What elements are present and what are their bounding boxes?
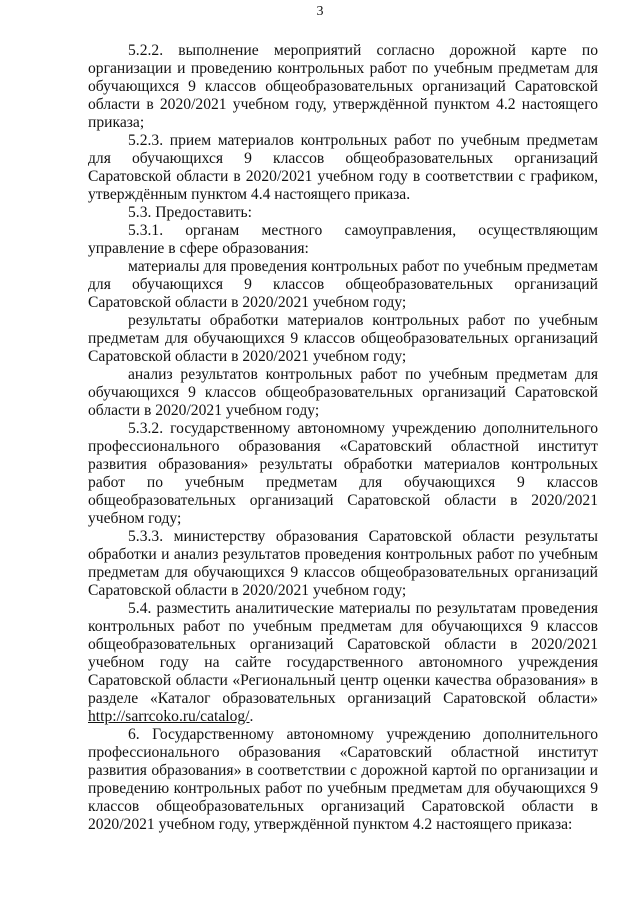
paragraph-5-3-2: 5.3.2. государственному автономному учреждению дополнительного профессионального образования «Саратовский областной институт развития образования» результаты обработки материалов контрольных работ по учебным предметам для обучающихся 9 классов общеобразовательных организаций Саратовской области в 2020/2021 учебном году; [88, 420, 598, 527]
paragraph-5-2-3: 5.2.3. прием материалов контрольных работ по учебным предметам для обучающихся 9 классов общеобразовательных организаций Саратовской области в 2020/2021 учебном году в соответствии с графиком, утверждённым пунктом 4.4 настоящего приказа. [88, 132, 598, 203]
paragraph-5-3-3: 5.3.3. министерству образования Саратовской области результаты обработки и анализ результатов проведения контрольных работ по учебным предметам для обучающихся 9 классов общеобразовательных организаций Саратовской области в 2020/2021 учебном году; [88, 528, 598, 599]
paragraph-5-3: 5.3. Предоставить: [128, 204, 252, 221]
paragraph-results: результаты обработки материалов контрольных работ по учебным предметам для обучающихся 9 классов общеобразовательных организаций Саратовской области в 2020/2021 учебном году; [88, 312, 598, 365]
document-body [88, 42, 598, 834]
paragraph-5-4-text: 5.4. разместить аналитические материалы по результатам проведения контрольных работ по учебным предметам для обучающихся 9 классов общеобразовательных организаций Саратовской области в 2020/2021 учебном году на сайте государственного автономного учреждения Саратовской области «Региональный центр оценки качества образования» в разделе «Каталог образовательных организаций Саратовской области» [88, 600, 598, 707]
paragraph-6: 6. Государственному автономному учреждению дополнительного профессионального образования «Саратовский областной институт развития образования» в соответствии с дорожной картой по организации и проведению контрольных работ по учебным предметам для обучающихся 9 классов общеобразовательных организаций Саратовской области в 2020/2021 учебном году, утверждённой пунктом 4.2 настоящего приказа: [88, 726, 598, 833]
paragraph-5-4-end: . [249, 708, 254, 725]
catalog-link[interactable]: http://sarrcoko.ru/catalog/ [88, 708, 250, 725]
paragraph-materials: материалы для проведения контрольных работ по учебным предметам для обучающихся 9 классов общеобразовательных организаций Саратовской области в 2020/2021 учебном году; [88, 258, 598, 311]
paragraph-analysis: анализ результатов контрольных работ по учебным предметам для обучающихся 9 классов общеобразовательных организаций Саратовской области в 2020/2021 учебном году; [88, 366, 598, 419]
paragraph-5-3-1: 5.3.1. органам местного самоуправления, осуществляющим управление в сфере образования: [88, 222, 598, 257]
page-number: 3 [316, 4, 324, 19]
paragraph-5-2-2: 5.2.2. выполнение мероприятий согласно дорожной карте по организации и проведению контрольных работ по учебным предметам для обучающихся 9 классов общеобразовательных организаций Саратовской области в 2020/2021 учебном году, утверждённой пунктом 4.2 настоящего приказа; [88, 42, 598, 131]
paragraph-5-4 [88, 600, 598, 726]
